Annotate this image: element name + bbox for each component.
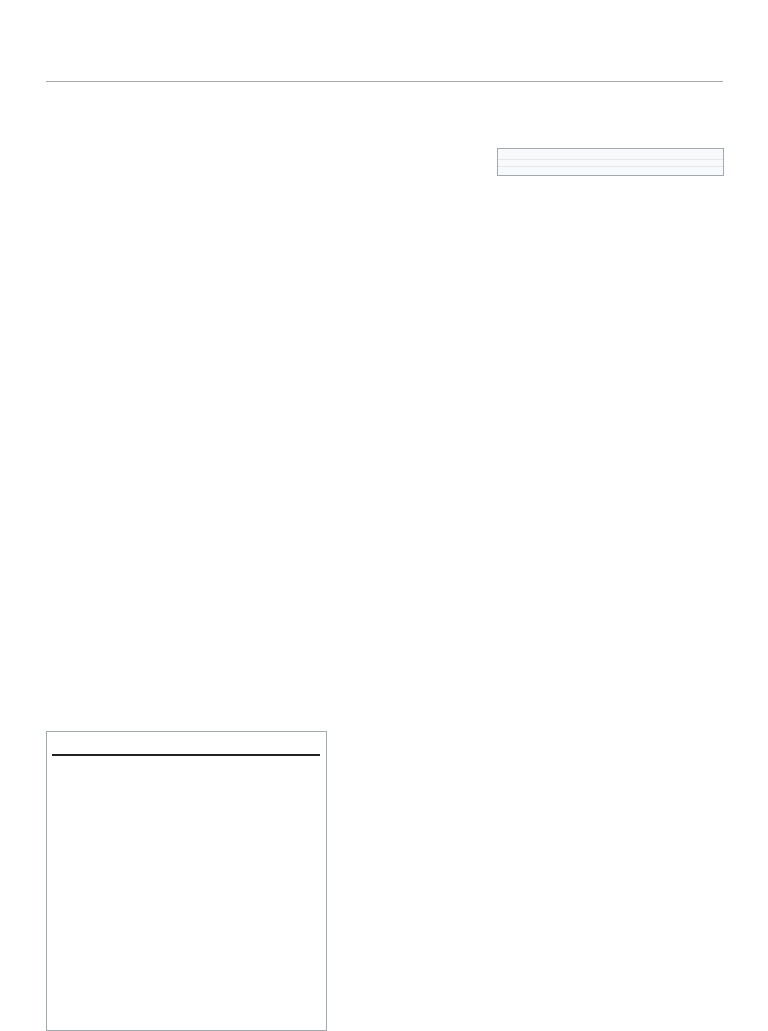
infobox [497,148,724,176]
article-title [46,80,723,82]
infobox-commanders-heading [498,160,723,167]
print-header [32,16,736,30]
toc-title [52,754,320,756]
infobox-row-commanders [498,167,723,175]
infobox-title [498,149,723,160]
table-of-contents [46,731,327,1031]
